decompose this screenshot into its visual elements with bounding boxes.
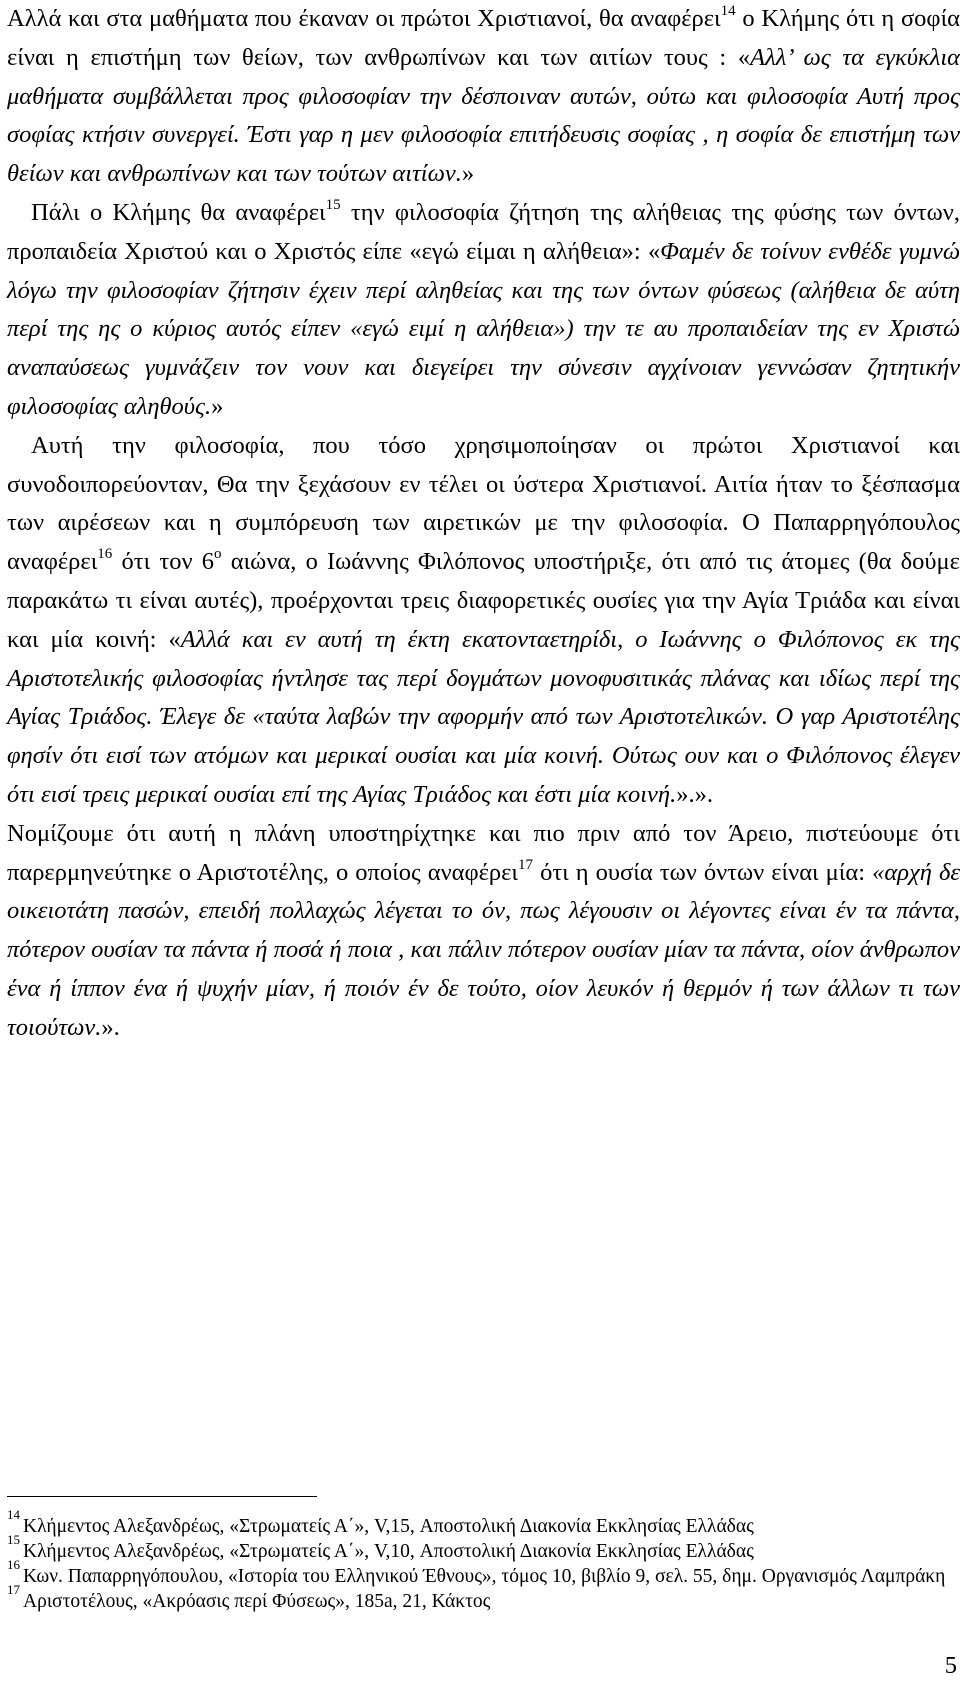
footnote (7, 1531, 960, 1564)
text-run: Αυτή την φιλοσοφία, που τόσο χρησιμοποίησαν οι πρώτοι Χριστιανοί και συνοδοιπορεύονταν, Θα την ξεχάσουν εν τέλει οι ύστερα Χριστιανοί. Αιτία ήταν το ξέσπασμα των αιρέσεων και η συμπόρευση των αιρετικών με την φιλοσοφία. Ο Παπαρρηγόπουλος αναφέρει (7, 431, 960, 576)
paragraph (7, 194, 960, 427)
footnote-ref: 14 (720, 3, 736, 19)
text-run: Πάλι ο Κλήμης θα αναφέρει (31, 198, 326, 226)
footnote-number: 14 (7, 1506, 20, 1522)
text-run: » (211, 392, 224, 420)
footnotes (7, 1506, 960, 1614)
text-run: αιώνα, ο Ιωάννης Φιλόπονος υποστήριξε, ότι από τις άτομες (θα δούμε παρακάτω τι είναι αυτές), προέρχονται τρεις διαφορετικές ουσίες για την Αγία Τριάδα και είναι και μία κοινή: « (7, 548, 960, 653)
footnote-ref: 16 (97, 546, 113, 563)
paragraph (7, 427, 960, 815)
text-run: ο Κλήμης ότι η σοφία είναι η επιστήμη των θείων, των ανθρωπίνων και των αιτίων τους : « (7, 5, 960, 71)
footnote-ref: 17 (518, 856, 534, 873)
footnote-number: 16 (7, 1556, 20, 1572)
ordinal-suffix: ο (214, 546, 222, 563)
quoted-text: Φαμέν δε τοίνυν ενθέδε γυμνώ λόγω την φιλοσοφίαν ζήτησιν έχειν περί αληθείας και της των όντων φύσεως (αλήθεια δε αύτη περί της ης ο κύριος αυτός είπεν «εγώ ειμί η αλήθεια») την τε αυ προπαιδείαν της εν Χριστώ αναπαύσεως γυμνάζειν τον νουν και διεγείρει την σύνεσιν αγχίνοιαν γεννώσαν ζητητικήν φιλοσοφίας αληθούς. (7, 237, 960, 420)
text-run: Αλλά και στα μαθήματα που έκαναν οι πρώτοι Χριστιανοί, θα αναφέρει (7, 5, 721, 32)
text-run: Νομίζουμε ότι αυτή η πλάνη υποστηρίχτηκε και πιο πριν από τον Άρειο, πιστεύουμε ότι παρερμηνεύτηκε ο Αριστοτέλης, ο οποίος αναφέρει (7, 819, 960, 886)
paragraph (7, 815, 960, 1048)
text-run: την φιλοσοφία ζήτηση της αλήθειας της φύσης των όντων, προπαιδεία Χριστού και ο Χριστός είπε «εγώ είμαι η αλήθεια»: « (7, 198, 960, 265)
quoted-text: Αλλά και εν αυτή τη έκτη εκατονταετηρίδι, ο Ιωάννης ο Φιλόπονος εκ της Αριστοτελικής φιλοσοφίας ήντλησε τας περί δογμάτων μονοφυσιτικάς πλάνας και ιδίως περί της Αγίας Τριάδος. Έλεγε δε «ταύτα λαβών την αφορμήν από των Αριστοτελικών. Ο γαρ Αριστοτέλης φησίν ότι εισί των ατόμων και μερικαί ουσίαι και μία κοινή. Ούτως ουν και ο Φιλόπονος έλεγεν ότι εισί τρεις μερικαί ουσίαι επί της Αγίας Τριάδος και έστι μία κοινή. (7, 625, 960, 808)
text-run: » (461, 160, 475, 188)
footnote-number: 17 (7, 1581, 20, 1597)
text-run: ». (101, 1013, 120, 1041)
text-run: ότι τον 6 (112, 548, 215, 576)
footnote-number: 15 (7, 1531, 20, 1547)
footnote-text: Κων. Παπαρρηγόπουλου, «Ιστορία του Ελληνικού Έθνους», τόμος 10, βιβλίο 9, σελ. 55, δημ. Οργανισμός Λαμπράκη (23, 1566, 946, 1587)
footnote-text: Αριστοτέλους, «Ακρόασις περί Φύσεως», 185a, 21, Κάκτος (23, 1591, 491, 1612)
footnote (7, 1506, 960, 1539)
footnote (7, 1556, 960, 1589)
paragraph (7, 0, 960, 194)
quoted-text: «αρχή δε οικειοτάτη πασών, επειδή πολλαχώς λέγεται το όν, πως λέγουσιν οι λέγοντες είναι έν τα πάντα, πότερον ουσίαν τα πάντα ή ποσά ή ποια , και πάλιν πότερον ουσίαν μίαν τα πάντα, οίον άνθρωπον ένα ή ίππον ένα ή ψυχήν μίαν, ή ποιόν έν δε τούτο, οίον λευκόν ή θερμόν ή των άλλων τι των τοιούτων. (7, 858, 960, 1041)
page-number: 5 (944, 1652, 957, 1679)
footnote-ref: 15 (325, 196, 341, 213)
main-text (7, 0, 960, 1048)
quoted-text: Αλλ’ ως τα εγκύκλια μαθήματα συμβάλλεται προς φιλοσοφίαν την δέσποιναν αυτών, ούτω και φιλοσοφία Αυτή προς σοφίας κτήσιν συνεργεί. Έστι γαρ η μεν φιλοσοφία επιτήδευσις σοφίας , η σοφία δε επιστήμη των θείων και ανθρωπίνων και των τούτων αιτίων. (7, 43, 960, 188)
footnote-separator (7, 1496, 317, 1497)
text-run: ».». (676, 780, 713, 808)
footnote-text: Κλήμεντος Αλεξανδρέως, «Στρωματείς Α΄», V,15, Αποστολική Διακονία Εκκλησίας Ελλάδας (23, 1516, 754, 1537)
footnote (7, 1581, 960, 1614)
footnote-text: Κλήμεντος Αλεξανδρέως, «Στρωματείς Α΄», V,10, Αποστολική Διακονία Εκκλησίας Ελλάδας (23, 1541, 754, 1562)
text-run: ότι η ουσία των όντων είναι μία: (533, 858, 873, 886)
